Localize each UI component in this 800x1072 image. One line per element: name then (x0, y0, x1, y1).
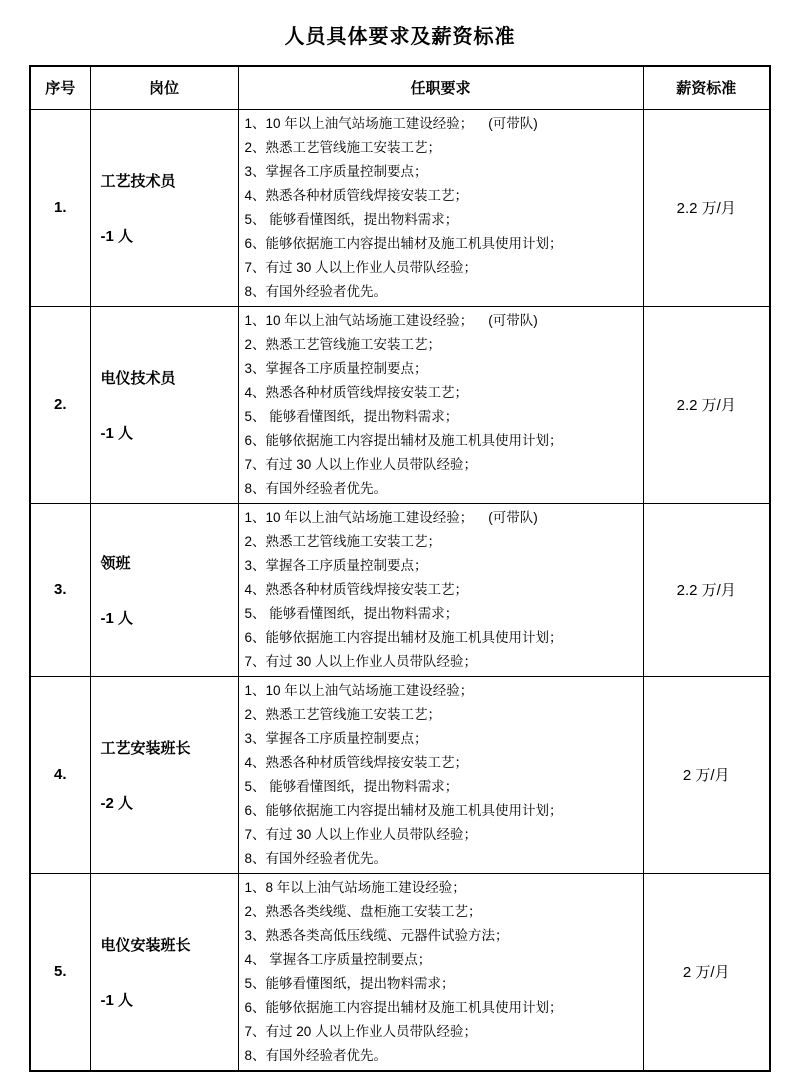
position-headcount: -2 人 (100, 794, 134, 812)
requirement-line: 3、掌握各工序质量控制要点； (244, 163, 428, 179)
requirement-line: 4、 掌握各工序质量控制要点； (244, 951, 432, 967)
requirement-line: 7、有过 30 人以上作业人员带队经验； (244, 826, 478, 842)
position-name: 工艺技术员 (100, 172, 176, 190)
position-cell (90, 873, 238, 1071)
requirement-line: 6、能够依据施工内容提出辅材及施工机具使用计划； (244, 999, 563, 1015)
salary-cell: 2 万/月 (643, 676, 770, 873)
requirement-line: 1、10 年以上油气站场施工建设经验； (可带队) (244, 509, 538, 525)
requirement-line: 6、能够依据施工内容提出辅材及施工机具使用计划； (244, 432, 563, 448)
header-position: 岗位 (90, 66, 238, 109)
row-number: 1. (30, 109, 90, 306)
table-row (30, 873, 770, 1071)
requirement-line: 2、熟悉工艺管线施工安装工艺； (244, 336, 442, 352)
requirement-line: 1、8 年以上油气站场施工建设经验； (244, 879, 466, 895)
table-row (30, 306, 770, 503)
requirement-line: 5、能够看懂图纸，提出物料需求； (244, 975, 455, 991)
requirements-table (29, 65, 771, 1072)
requirement-line: 3、掌握各工序质量控制要点； (244, 557, 428, 573)
requirement-line: 2、熟悉工艺管线施工安装工艺； (244, 706, 442, 722)
requirement-line: 8、有国外经验者优先。 (244, 850, 388, 866)
requirement-line: 2、熟悉各类线缆、盘柜施工安装工艺； (244, 903, 482, 919)
position-headcount: -1 人 (100, 424, 134, 442)
requirement-line: 5、 能够看懂图纸，提出物料需求； (244, 605, 459, 621)
requirement-line: 2、熟悉工艺管线施工安装工艺； (244, 533, 442, 549)
requirement-line: 6、能够依据施工内容提出辅材及施工机具使用计划； (244, 629, 563, 645)
requirement-line: 1、10 年以上油气站场施工建设经验； (244, 682, 474, 698)
position-cell (90, 503, 238, 676)
salary-cell: 2 万/月 (643, 873, 770, 1071)
requirement-line: 7、有过 20 人以上作业人员带队经验； (244, 1023, 478, 1039)
requirement-line: 5、 能够看懂图纸，提出物料需求； (244, 408, 459, 424)
header-row (30, 66, 770, 109)
position-cell (90, 676, 238, 873)
requirement-line: 8、有国外经验者优先。 (244, 283, 388, 299)
row-number: 4. (30, 676, 90, 873)
requirement-line: 8、有国外经验者优先。 (244, 480, 388, 496)
table-row (30, 109, 770, 306)
page-title: 人员具体要求及薪资标准 (284, 26, 516, 48)
requirement-line: 1、10 年以上油气站场施工建设经验； (可带队) (244, 115, 538, 131)
requirement-line: 2、熟悉工艺管线施工安装工艺； (244, 139, 442, 155)
header-salary: 薪资标准 (643, 66, 770, 109)
requirements-cell (238, 676, 643, 873)
requirement-line: 7、有过 30 人以上作业人员带队经验； (244, 653, 478, 669)
requirement-line: 3、熟悉各类高低压线缆、元器件试验方法； (244, 927, 509, 943)
requirement-line: 5、 能够看懂图纸，提出物料需求； (244, 778, 459, 794)
requirement-line: 5、 能够看懂图纸，提出物料需求； (244, 211, 459, 227)
requirement-line: 3、掌握各工序质量控制要点； (244, 730, 428, 746)
requirement-line: 4、熟悉各种材质管线焊接安装工艺； (244, 581, 469, 597)
position-name: 工艺安装班长 (100, 739, 191, 757)
requirement-line: 3、掌握各工序质量控制要点； (244, 360, 428, 376)
position-name: 电仪技术员 (100, 369, 176, 387)
requirement-line: 6、能够依据施工内容提出辅材及施工机具使用计划； (244, 802, 563, 818)
position-cell (90, 109, 238, 306)
requirement-line: 4、熟悉各种材质管线焊接安装工艺； (244, 187, 469, 203)
header-requirements: 任职要求 (238, 66, 643, 109)
salary-cell: 2.2 万/月 (643, 503, 770, 676)
requirements-cell (238, 306, 643, 503)
requirements-cell (238, 503, 643, 676)
row-number: 2. (30, 306, 90, 503)
position-cell (90, 306, 238, 503)
requirements-cell (238, 873, 643, 1071)
requirement-line: 4、熟悉各种材质管线焊接安装工艺； (244, 384, 469, 400)
salary-cell: 2.2 万/月 (643, 109, 770, 306)
table-row (30, 503, 770, 676)
requirement-line: 6、能够依据施工内容提出辅材及施工机具使用计划； (244, 235, 563, 251)
position-name: 领班 (100, 554, 131, 572)
position-headcount: -1 人 (100, 991, 134, 1009)
table-row (30, 676, 770, 873)
row-number: 5. (30, 873, 90, 1071)
requirement-line: 7、有过 30 人以上作业人员带队经验； (244, 456, 478, 472)
header-no: 序号 (30, 66, 90, 109)
position-name: 电仪安装班长 (100, 936, 191, 954)
requirement-line: 8、有国外经验者优先。 (244, 1047, 388, 1063)
requirements-cell (238, 109, 643, 306)
requirement-line: 4、熟悉各种材质管线焊接安装工艺； (244, 754, 469, 770)
row-number: 3. (30, 503, 90, 676)
position-headcount: -1 人 (100, 609, 134, 627)
requirement-line: 1、10 年以上油气站场施工建设经验； (可带队) (244, 312, 538, 328)
requirement-line: 7、有过 30 人以上作业人员带队经验； (244, 259, 478, 275)
salary-cell: 2.2 万/月 (643, 306, 770, 503)
position-headcount: -1 人 (100, 227, 134, 245)
